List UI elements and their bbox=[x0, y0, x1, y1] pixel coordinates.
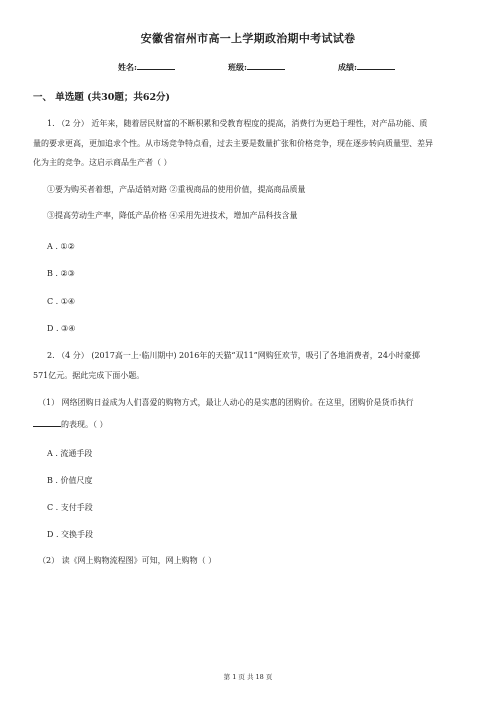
name-field[interactable] bbox=[118, 61, 175, 73]
q2-choice-d[interactable]: D . 交换手段 bbox=[47, 530, 94, 539]
q1-choice-b[interactable]: B . ②③ bbox=[47, 269, 75, 278]
exam-title: 安徽省宿州市高一上学期政治期中考试试卷 bbox=[140, 32, 356, 45]
q2-line-2: 571亿元。据此完成下面小题。 bbox=[33, 371, 145, 380]
q2-choice-b[interactable]: B . 价值尺度 bbox=[47, 476, 93, 485]
q1-line-1: 1. （2 分） 近年来，随着居民财富的不断积累和受教育程度的提高，消费行为更趋于理性，对产品功能、质 bbox=[47, 119, 428, 128]
q2-sub1-line-2-text: 的表现。（ ） bbox=[61, 420, 108, 429]
q2-choice-c[interactable]: C . 支付手段 bbox=[47, 503, 93, 512]
score-field[interactable] bbox=[338, 61, 395, 73]
answer-blank[interactable] bbox=[33, 419, 61, 427]
score-label: 成绩: bbox=[338, 62, 357, 72]
q2-sub2-line: （2） 读《网上购物流程图》可知，网上购物（ ） bbox=[38, 556, 217, 565]
name-label: 姓名: bbox=[118, 62, 137, 72]
section-heading: 一、 单选题 (共30题；共62分) bbox=[33, 92, 171, 103]
class-blank[interactable] bbox=[247, 61, 285, 70]
q2-choice-a[interactable]: A . 流通手段 bbox=[47, 449, 93, 458]
q1-statement-1: ①要为购买者着想，产品适销对路 ②重视商品的使用价值，提高商品质量 bbox=[47, 185, 306, 194]
name-blank[interactable] bbox=[137, 61, 175, 70]
class-label: 班级: bbox=[228, 62, 247, 72]
q1-choice-a[interactable]: A . ①② bbox=[47, 242, 75, 251]
q2-sub1-line-1: （1） 网络团购日益成为人们喜爱的购物方式，最让人动心的是实惠的团购价。在这里，团购价是货币执行 bbox=[38, 398, 414, 407]
q1-choice-c[interactable]: C . ①④ bbox=[47, 297, 76, 306]
q1-line-3: 化为主的竞争。这启示商品生产者（ ） bbox=[33, 158, 172, 167]
page-footer: 第 1 页 共 18 页 bbox=[223, 673, 273, 681]
q2-sub1-line-2 bbox=[33, 419, 108, 429]
q2-line-1: 2. （4 分） (2017高一上·临川期中) 2016年的天猫“双11”网购狂欢节，吸引了各地消费者，24小时豪掷 bbox=[47, 351, 420, 360]
q1-line-2: 量的要求更高，更加追求个性。从市场竞争特点看，过去主要是数量扩张和价格竞争，现在逐步转向质量型、差异 bbox=[33, 139, 433, 148]
score-blank[interactable] bbox=[357, 61, 395, 70]
class-field[interactable] bbox=[228, 61, 285, 73]
q1-statement-2: ③提高劳动生产率，降低产品价格 ④采用先进技术，增加产品科技含量 bbox=[47, 211, 298, 220]
q1-choice-d[interactable]: D . ③④ bbox=[47, 324, 76, 333]
